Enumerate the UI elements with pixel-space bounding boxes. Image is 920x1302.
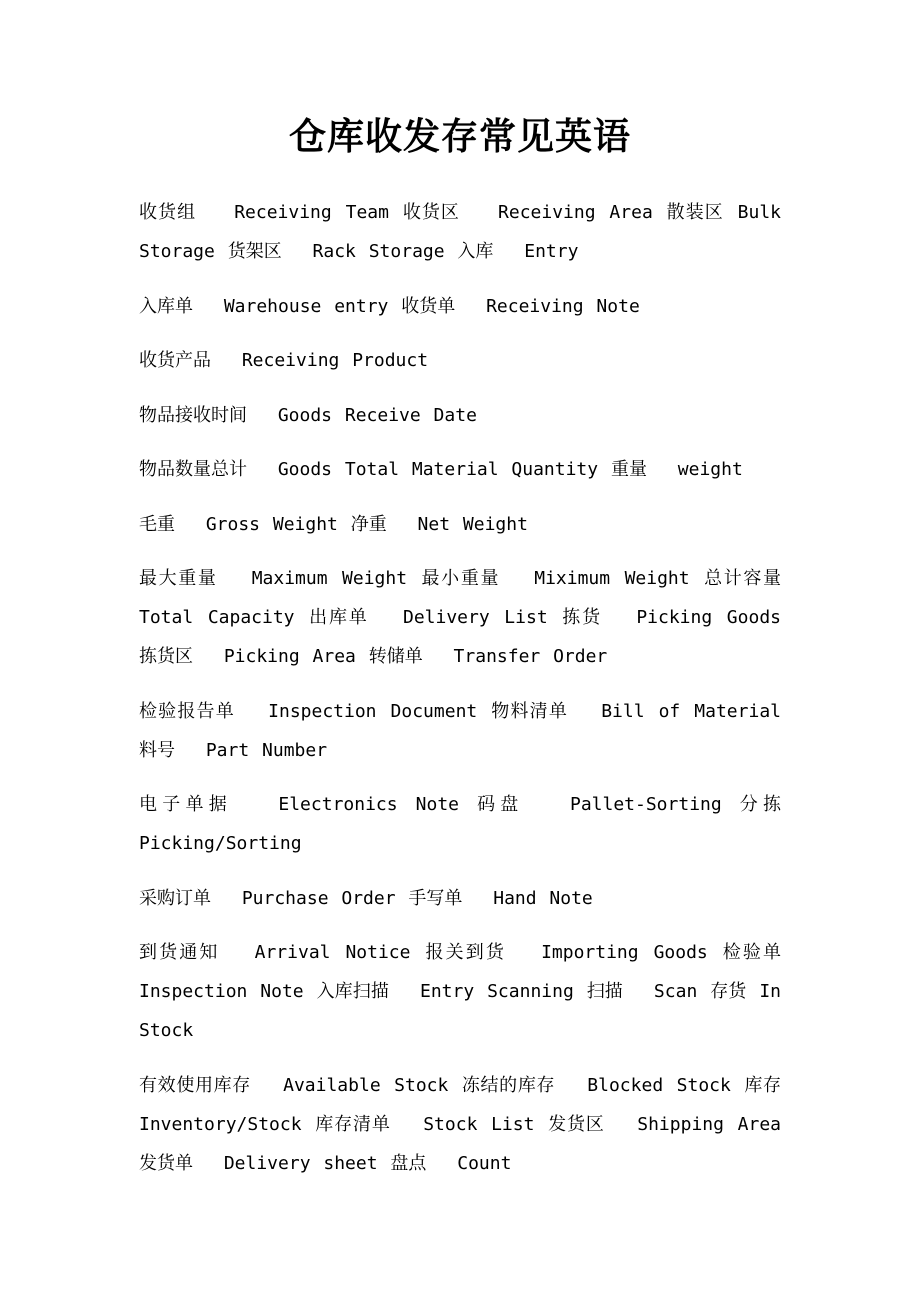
paragraph-stock-shipping: 有效使用库存 Available Stock 冻结的库存 Blocked Stock 库存 Inventory/Stock 库存清单 Stock List 发货区 Shipping Area 发货单 Delivery sheet 盘点 Count [139,1074,812,1174]
paragraph-arrival-scanning: 到货通知 Arrival Notice 报关到货 Importing Goods 检验单 Inspection Note 入库扫描 Entry Scanning 扫描 Scan 存货 In Stock [139,942,781,1041]
document-body [139,193,812,1198]
paragraph-receiving-area: 收货组 Receiving Team 收货区 Receiving Area 散装区 Bulk Storage 货架区 Rack Storage 入库 Entry [139,202,781,262]
document-title: 仓库收发存常见英语 [289,114,631,158]
paragraph-purchase-order: 采购订单 Purchase Order 手写单 Hand Note [139,887,593,909]
paragraph-gross-net-weight: 毛重 Gross Weight 净重 Net Weight [139,513,528,535]
paragraph-electronics-sorting: 电子单据 Electronics Note 码盘 Pallet-Sorting 分拣 Picking/Sorting [139,794,781,854]
paragraph-inspection-material: 检验报告单 Inspection Document 物料清单 Bill of Material 料号 Part Number [139,700,781,761]
paragraph-weight-delivery: 最大重量 Maximum Weight 最小重量 Miximum Weight 总计容量 Total Capacity 出库单 Delivery List 拣货 Picking Goods 拣货区 Picking Area 转储单 Transfer Order [139,568,781,667]
paragraph-entry-note: 入库单 Warehouse entry 收货单 Receiving Note [139,295,640,317]
paragraph-receiving-product: 收货产品 Receiving Product [139,350,429,371]
paragraph-total-quantity: 物品数量总计 Goods Total Material Quantity 重量 weight [139,459,743,480]
paragraph-receive-date: 物品接收时间 Goods Receive Date [139,404,477,426]
